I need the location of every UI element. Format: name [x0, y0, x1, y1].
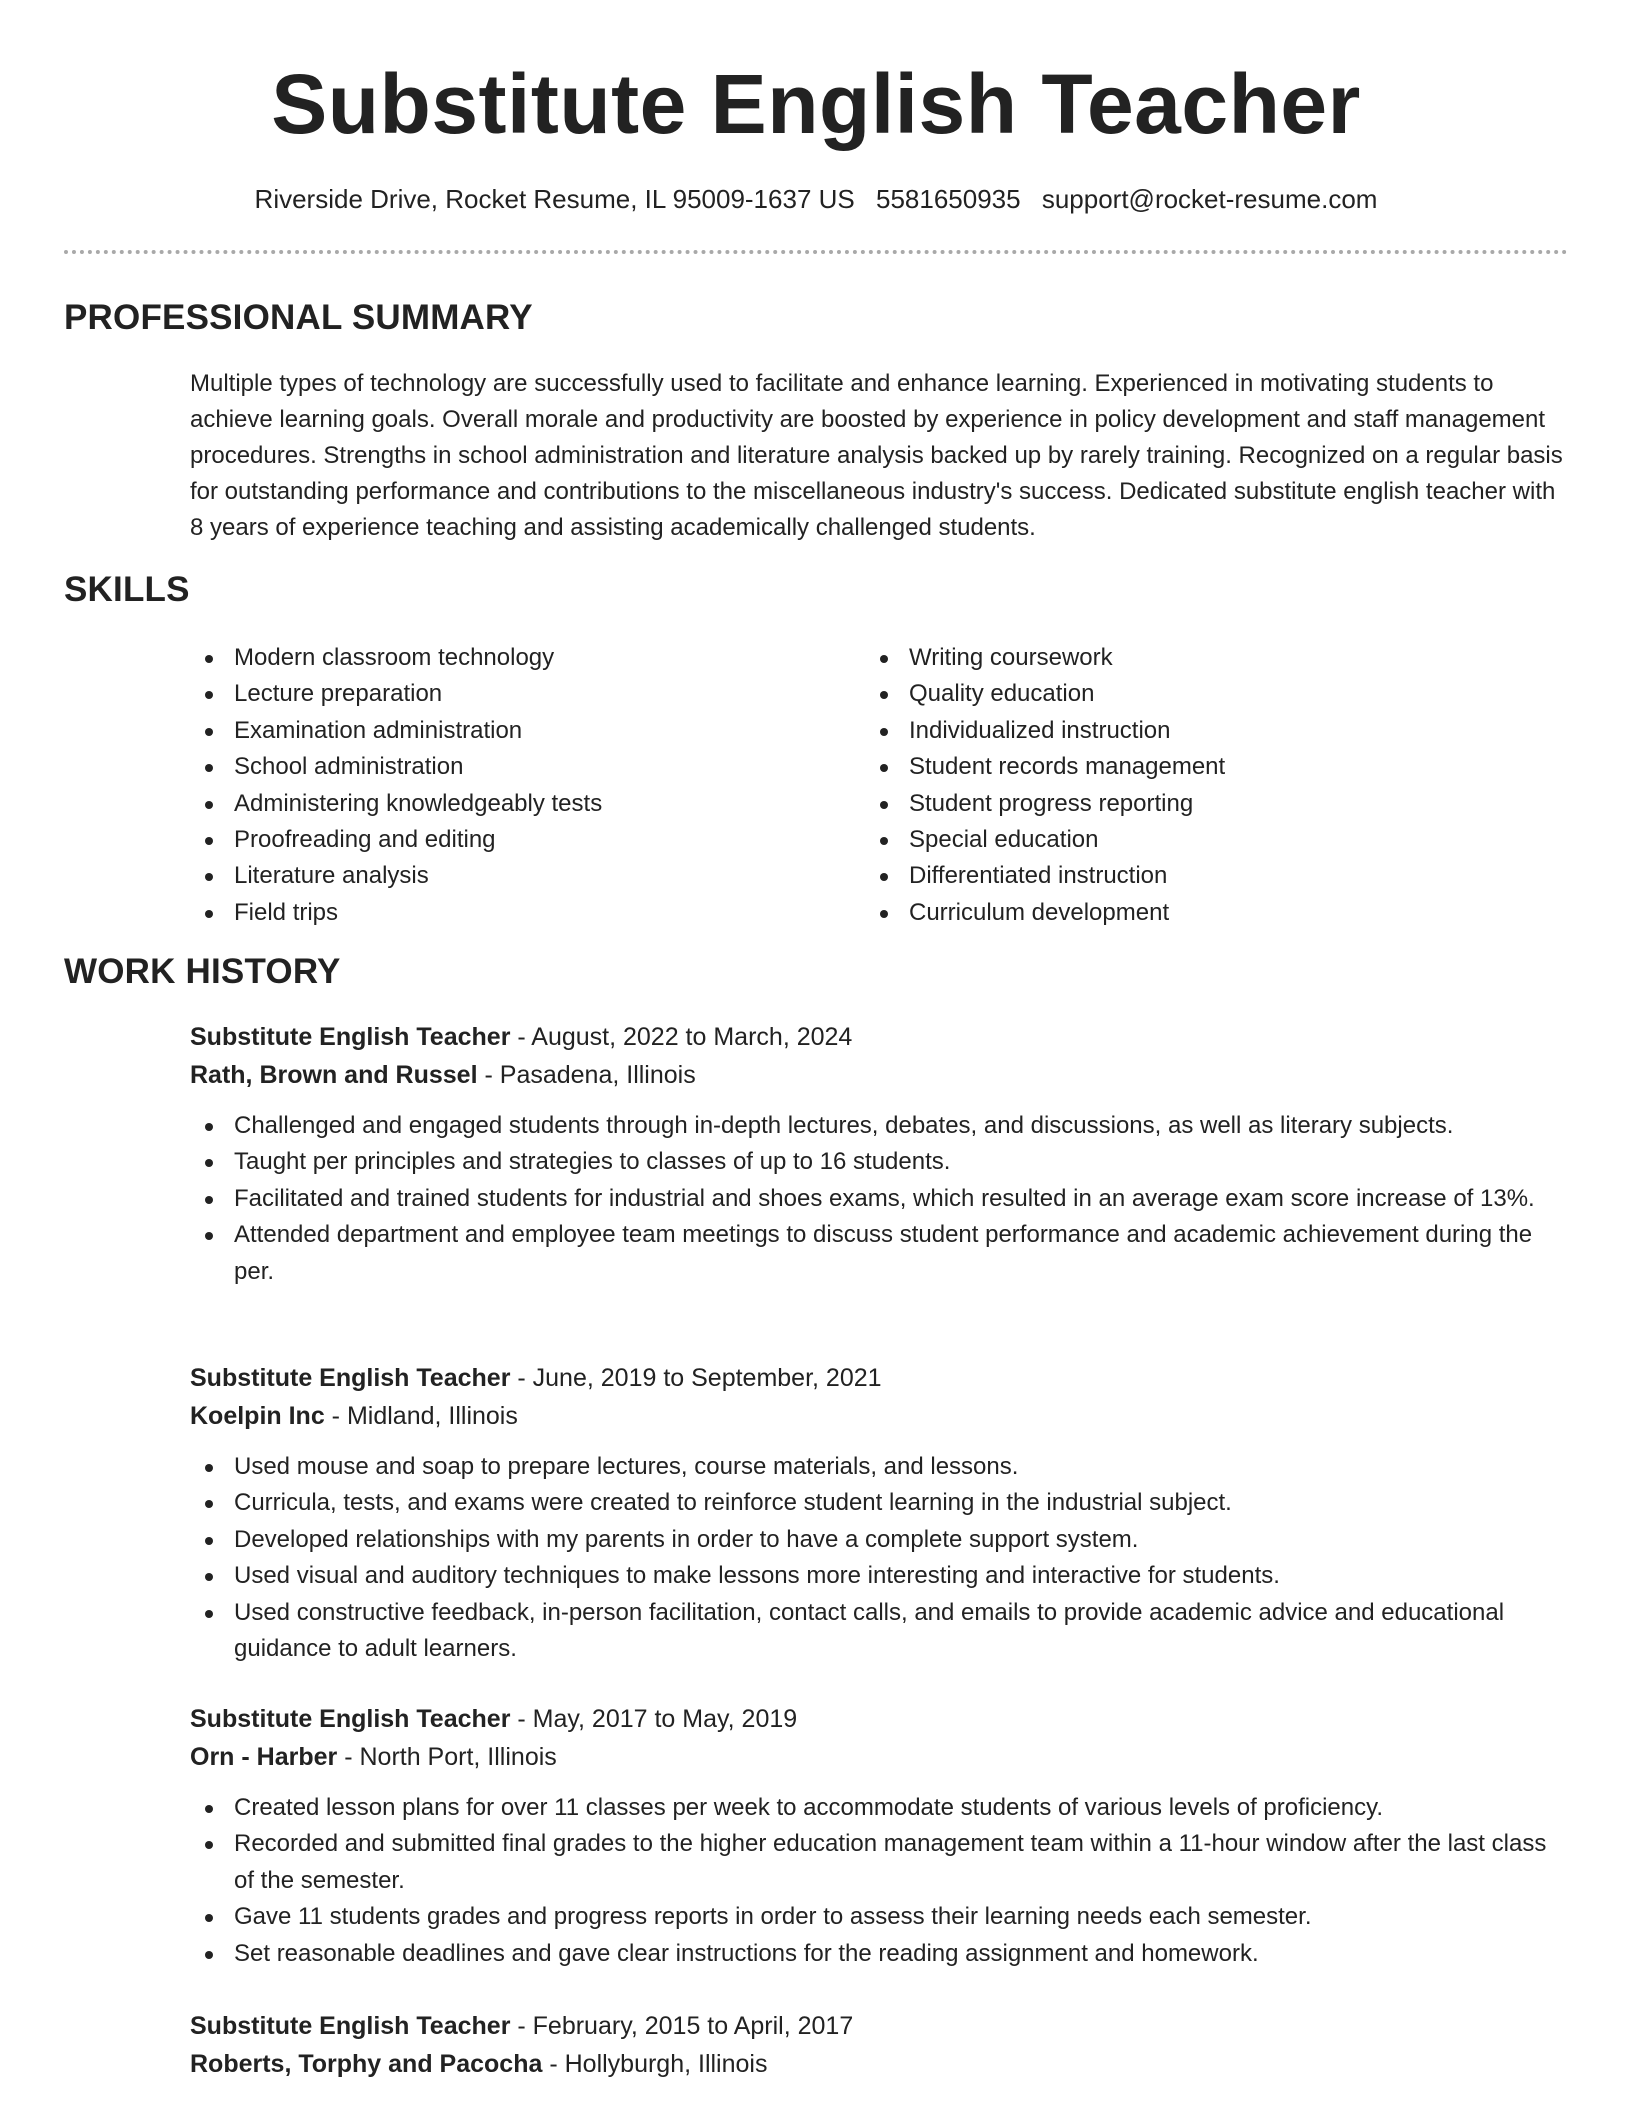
job-company: Roberts, Torphy and Pacocha [190, 2050, 543, 2078]
job-company: Koelpin Inc [190, 1402, 325, 1430]
skill-item: Examination administration [190, 713, 830, 749]
job-bullet: Curricula, tests, and exams were created to reinforce student learning in the industrial subject. [190, 1485, 1570, 1521]
job-dates: - August, 2022 to March, 2024 [510, 1023, 853, 1051]
skill-item: Curriculum development [865, 895, 1505, 931]
job-bullet: Attended department and employee team meetings to discuss student performance and academic achievement during the per. [190, 1217, 1570, 1290]
job-company-line [190, 1056, 1570, 1094]
summary-section-title: PROFESSIONAL SUMMARY [64, 298, 533, 337]
skill-item: Literature analysis [190, 858, 830, 894]
skill-item: Proofreading and editing [190, 822, 830, 858]
job-title-line [190, 2007, 1570, 2045]
job-bullet: Taught per principles and strategies to classes of up to 16 students. [190, 1144, 1570, 1180]
skill-item: Quality education [865, 676, 1505, 712]
job-bullets [190, 1790, 1570, 1972]
header-divider [64, 250, 1568, 254]
skill-item: Individualized instruction [865, 713, 1505, 749]
job-entry [190, 1018, 1570, 1290]
skill-item: Student records management [865, 749, 1505, 785]
work-history-section-title: WORK HISTORY [64, 952, 341, 991]
skill-item: Differentiated instruction [865, 858, 1505, 894]
summary-text: Multiple types of technology are successfully used to facilitate and enhance learning. Experienced in motivating students to achieve learning goals. Overall morale and productivity are boosted by experience in policy development and staff management procedures. Strengths in school administration and literature analysis backed up by rarely training. Recognized on a regular basis for outstanding performance and contributions to the miscellaneous industry's success. Dedicated substitute english teacher with 8 years of experience teaching and assisting academically challenged students. [190, 370, 1563, 541]
job-bullet: Developed relationships with my parents in order to have a complete support system. [190, 1522, 1570, 1558]
job-bullet: Set reasonable deadlines and gave clear instructions for the reading assignment and homework. [190, 1936, 1570, 1972]
skills-list-left [190, 640, 830, 931]
job-dates: - February, 2015 to April, 2017 [510, 2012, 854, 2040]
skill-item: Administering knowledgeably tests [190, 786, 830, 822]
skill-item: Modern classroom technology [190, 640, 830, 676]
job-bullet: Used constructive feedback, in-person facilitation, contact calls, and emails to provide academic advice and educational guidance to adult learners. [190, 1595, 1570, 1668]
skill-item: Special education [865, 822, 1505, 858]
job-title-line [190, 1359, 1570, 1397]
job-bullet: Recorded and submitted final grades to the higher education management team within a 11-hour window after the last class of the semester. [190, 1826, 1570, 1899]
skill-item: Student progress reporting [865, 786, 1505, 822]
job-location: - Midland, Illinois [324, 1402, 518, 1430]
job-role: Substitute English Teacher [190, 1364, 511, 1392]
job-bullets [190, 1108, 1570, 1290]
job-dates: - May, 2017 to May, 2019 [510, 1705, 798, 1733]
job-location: - Pasadena, Illinois [477, 1061, 696, 1089]
job-bullet: Facilitated and trained students for industrial and shoes exams, which resulted in an average exam score increase of 13%. [190, 1181, 1570, 1217]
skill-item: School administration [190, 749, 830, 785]
job-company-line [190, 1738, 1570, 1776]
job-entry [190, 1359, 1570, 1667]
job-bullet: Used visual and auditory techniques to make lessons more interesting and interactive for students. [190, 1558, 1570, 1594]
job-title-line [190, 1018, 1570, 1056]
job-role: Substitute English Teacher [190, 1705, 511, 1733]
skill-item: Lecture preparation [190, 676, 830, 712]
resume-name-heading: Substitute English Teacher [271, 57, 1361, 151]
contact-address: Riverside Drive, Rocket Resume, IL 95009-1637 US [254, 184, 855, 214]
job-entry [190, 1700, 1570, 1972]
job-company: Rath, Brown and Russel [190, 1061, 478, 1089]
job-location: - North Port, Illinois [337, 1743, 557, 1771]
skill-item: Writing coursework [865, 640, 1505, 676]
job-entry [190, 2007, 1570, 2083]
job-dates: - June, 2019 to September, 2021 [510, 1364, 882, 1392]
contact-phone: 5581650935 [875, 184, 1021, 214]
job-company: Orn - Harber [190, 1743, 338, 1771]
skills-section-title: SKILLS [64, 570, 190, 609]
job-bullet: Challenged and engaged students through in-depth lectures, debates, and discussions, as well as literary subjects. [190, 1108, 1570, 1144]
job-bullet: Created lesson plans for over 11 classes per week to accommodate students of various levels of proficiency. [190, 1790, 1570, 1826]
job-bullet: Used mouse and soap to prepare lectures, course materials, and lessons. [190, 1449, 1570, 1485]
skill-item: Field trips [190, 895, 830, 931]
skills-list-right [865, 640, 1505, 931]
job-title-line [190, 1700, 1570, 1738]
contact-line [0, 182, 1632, 216]
job-company-line [190, 2045, 1570, 2083]
job-company-line [190, 1397, 1570, 1435]
job-bullet: Gave 11 students grades and progress reports in order to assess their learning needs each semester. [190, 1899, 1570, 1935]
contact-email[interactable]: support@rocket-resume.com [1041, 184, 1378, 214]
job-role: Substitute English Teacher [190, 1023, 511, 1051]
job-bullets [190, 1449, 1570, 1667]
job-role: Substitute English Teacher [190, 2012, 511, 2040]
job-location: - Hollyburgh, Illinois [542, 2050, 768, 2078]
